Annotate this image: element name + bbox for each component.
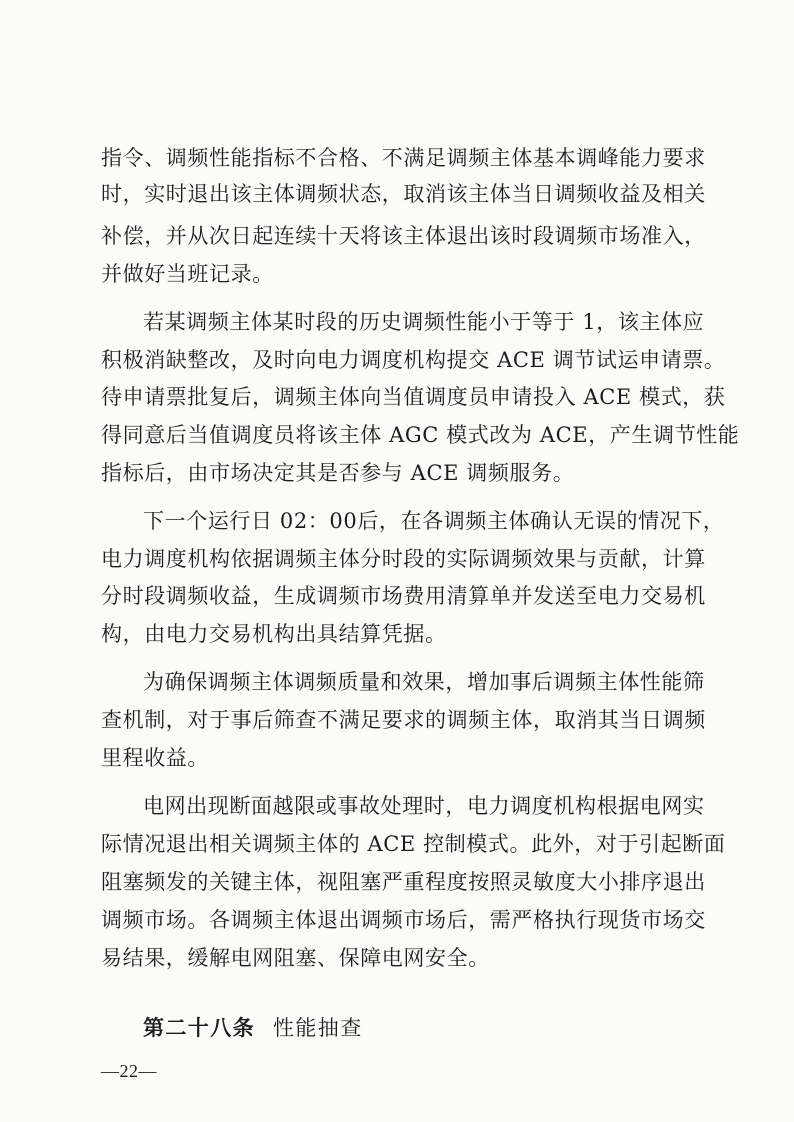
paragraph-2-line-2: 积极消缺整改，及时向电力调度机构提交 ACE 调节试运申请票。: [101, 348, 726, 372]
paragraph-1-line-3: 补偿，并从次日起连续十天将该主体退出该时段调频市场准入，: [101, 224, 706, 248]
paragraph-3-line-3: 分时段调频收益，生成调频市场费用清算单并发送至电力交易机: [101, 584, 706, 608]
paragraph-2-line-4: 得同意后当值调度员将该主体 AGC 模式改为 ACE，产生调节性能: [101, 423, 740, 447]
article-heading: [143, 1012, 363, 1044]
paragraph-3-line-4: 构，由电力交易机构出具结算凭据。: [101, 622, 447, 646]
article-title: 性能抽查: [273, 1016, 363, 1040]
paragraph-4-line-3: 里程收益。: [101, 746, 209, 770]
paragraph-5-line-3: 阻塞频发的关键主体，视阻塞严重程度按照灵敏度大小排序退出: [101, 870, 706, 894]
paragraph-5-line-2: 际情况退出相关调频主体的 ACE 控制模式。此外，对于引起断面: [101, 832, 726, 856]
paragraph-4-line-1: 为确保调频主体调频质量和效果，增加事后调频主体性能筛: [143, 670, 705, 694]
paragraph-2-line-5: 指标后，由市场决定其是否参与 ACE 调频服务。: [101, 461, 575, 485]
paragraph-4-line-2: 查机制，对于事后筛查不满足要求的调频主体，取消其当日调频: [101, 708, 706, 732]
paragraph-2-line-3: 待申请票批复后，调频主体向当值调度员申请投入 ACE 模式，获: [101, 385, 726, 409]
page-number: —22—: [101, 1061, 157, 1081]
paragraph-3-line-1: 下一个运行日 02：00后，在各调频主体确认无误的情况下，: [143, 509, 725, 533]
paragraph-1-line-2: 时，实时退出该主体调频状态，取消该主体当日调频收益及相关: [101, 182, 706, 206]
paragraph-2-line-1: 若某调频主体某时段的历史调频性能小于等于 1，该主体应: [143, 310, 705, 334]
paragraph-5-line-1: 电网出现断面越限或事故处理时，电力调度机构根据电网实: [143, 794, 705, 818]
paragraph-1-line-4: 并做好当班记录。: [101, 262, 274, 286]
paragraph-5-line-4: 调频市场。各调频主体退出调频市场后，需严格执行现货市场交: [101, 908, 706, 932]
paragraph-1-line-1: 指令、调频性能指标不合格、不满足调频主体基本调峰能力要求: [101, 146, 706, 170]
article-number: 第二十八条: [143, 1016, 255, 1040]
paragraph-5-line-5: 易结果，缓解电网阻塞、保障电网安全。: [101, 946, 490, 970]
paragraph-3-line-2: 电力调度机构依据调频主体分时段的实际调频效果与贡献，计算: [101, 547, 706, 571]
